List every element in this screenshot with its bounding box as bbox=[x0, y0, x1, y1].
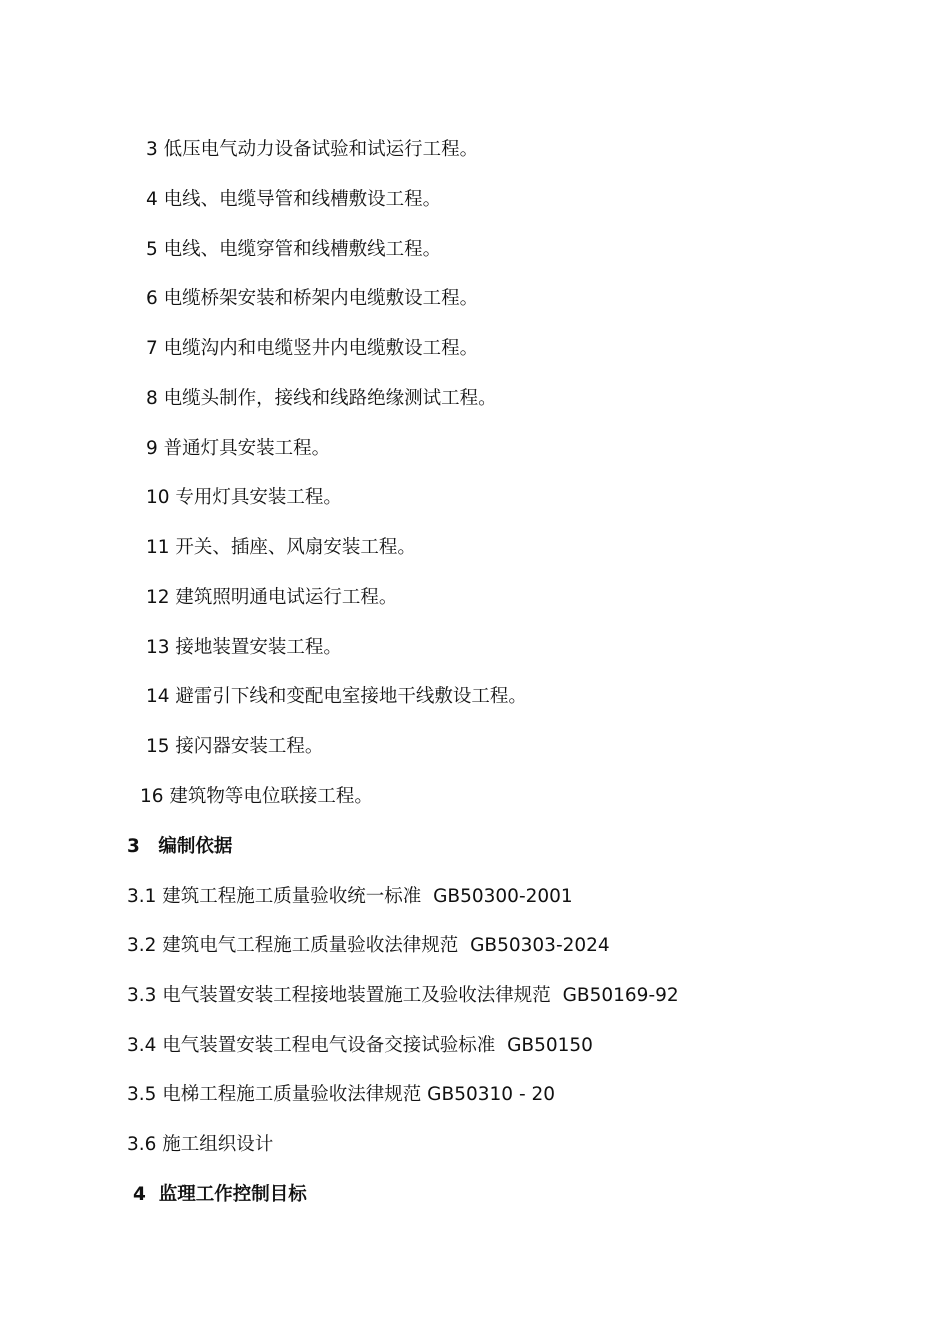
scope-item: 6 电缆桥架安装和桥架内电缆敷设工程。 bbox=[146, 288, 479, 309]
scope-item: 4 电线、电缆导管和线槽敷设工程。 bbox=[146, 189, 442, 210]
scope-item: 8 电缆头制作，接线和线路绝缘测试工程。 bbox=[146, 388, 497, 409]
reference-item: 3.4 电气装置安装工程电气设备交接试验标准 GB50150 bbox=[127, 1035, 593, 1056]
section-heading-basis: 3 编制依据 bbox=[127, 836, 233, 857]
scope-item: 7 电缆沟内和电缆竖井内电缆敷设工程。 bbox=[146, 338, 479, 359]
scope-item: 9 普通灯具安装工程。 bbox=[146, 438, 331, 459]
reference-item: 3.5 电梯工程施工质量验收法律规范 GB50310 - 20 bbox=[127, 1084, 556, 1105]
reference-item: 3.3 电气装置安装工程接地装置施工及验收法律规范 GB50169-92 bbox=[127, 985, 679, 1006]
scope-item: 12 建筑照明通电试运行工程。 bbox=[146, 587, 398, 608]
scope-item: 11 开关、插座、风扇安装工程。 bbox=[146, 537, 416, 558]
reference-item: 3.2 建筑电气工程施工质量验收法律规范 GB50303-2024 bbox=[127, 935, 610, 956]
scope-item: 16 建筑物等电位联接工程。 bbox=[140, 786, 373, 807]
scope-item: 10 专用灯具安装工程。 bbox=[146, 487, 342, 508]
section-heading-control-targets: 4 监理工作控制目标 bbox=[133, 1184, 307, 1205]
scope-item: 14 避雷引下线和变配电室接地干线敷设工程。 bbox=[146, 686, 527, 707]
reference-item: 3.6 施工组织设计 bbox=[127, 1134, 274, 1155]
scope-item: 13 接地装置安装工程。 bbox=[146, 637, 342, 658]
scope-item: 5 电线、电缆穿管和线槽敷线工程。 bbox=[146, 239, 442, 260]
scope-item: 15 接闪器安装工程。 bbox=[146, 736, 324, 757]
scope-item: 3 低压电气动力设备试验和试运行工程。 bbox=[146, 139, 479, 160]
reference-item: 3.1 建筑工程施工质量验收统一标准 GB50300-2001 bbox=[127, 886, 573, 907]
